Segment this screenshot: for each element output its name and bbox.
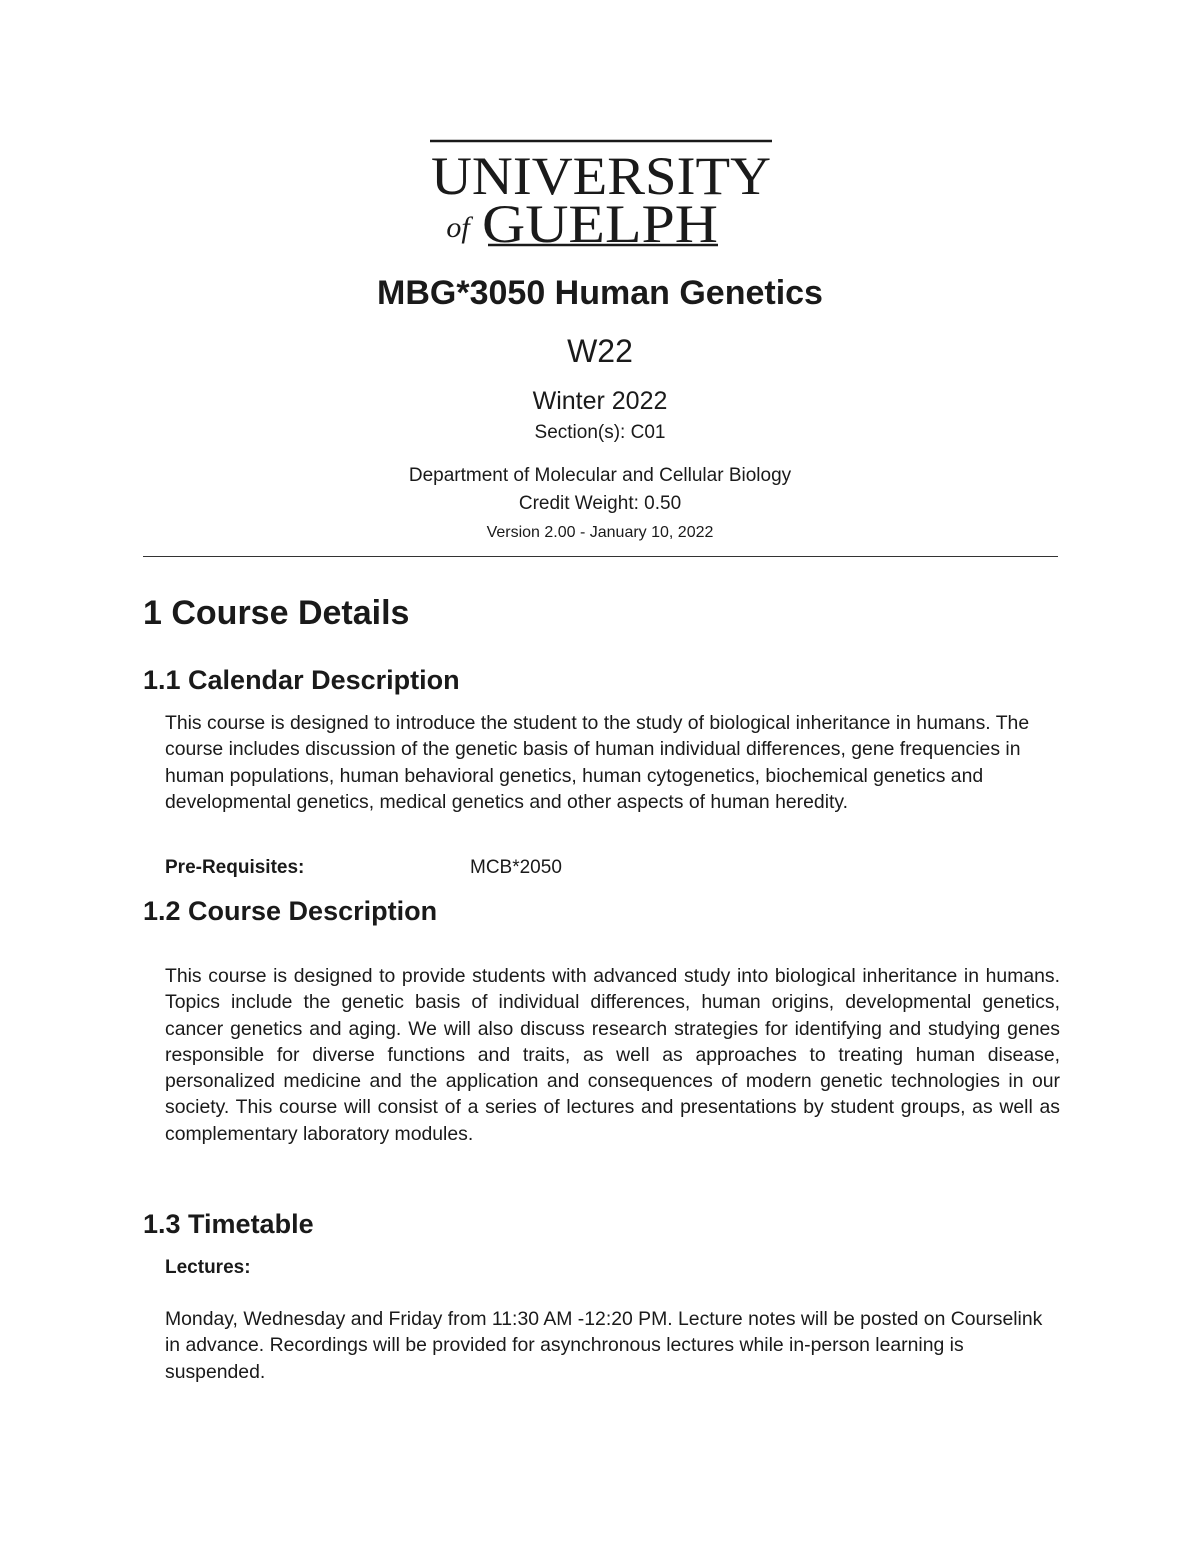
section-heading-timetable: 1.3 Timetable (143, 1209, 314, 1239)
university-logo (428, 138, 774, 248)
prerequisites-label: Pre-Requisites: (165, 857, 305, 878)
sections: Section(s): C01 (534, 422, 666, 443)
logo-line2: GUELPH (482, 194, 718, 248)
version-line: Version 2.00 - January 10, 2022 (486, 524, 714, 541)
course-title: MBG*3050 Human Genetics (377, 274, 823, 312)
header-divider (143, 556, 1058, 557)
department: Department of Molecular and Cellular Biology (408, 465, 792, 486)
course-description-text: This course is designed to provide students with advanced study into biological inheritance in humans. Topics include the genetic basis of individual differences, human origins, developmental genetics, cancer genetics and aging. We will also discuss research strategies for identifying and studying genes responsible for diverse functions and traits, as well as approaches to treating human disease, personalized medicine and the application and consequences of modern genetic technologies in our society. This course will consist of a series of lectures and presentations by student groups, as well as complementary laboratory modules. (165, 965, 1060, 1145)
term-name: Winter 2022 (532, 387, 668, 415)
section-heading-calendar-description: 1.1 Calendar Description (143, 665, 460, 695)
section-heading-course-details: 1 Course Details (143, 594, 410, 632)
term-code: W22 (567, 333, 633, 369)
lectures-text: Monday, Wednesday and Friday from 11:30 AM -12:20 PM. Lecture notes will be posted on Courselink in advance. Recordings will be provided for asynchronous lectures while in-person learning is suspended. (165, 1308, 1043, 1383)
lectures-label: Lectures: (165, 1257, 251, 1278)
credit-weight: Credit Weight: 0.50 (518, 493, 682, 514)
logo-line1: UNIVERSITY (431, 146, 771, 206)
prerequisites-value: MCB*2050 (470, 857, 562, 878)
calendar-description-text: This course is designed to introduce the student to the study of biological inheritance in humans. The course includes discussion of the genetic basis of human individual differences, gene frequencies in human populations, human behavioral genetics, human cytogenetics, biochemical genetics and developmental genetics, medical genetics and other aspects of human heredity. (165, 712, 1030, 813)
logo-of: of (446, 211, 470, 244)
section-heading-course-description: 1.2 Course Description (143, 896, 438, 926)
